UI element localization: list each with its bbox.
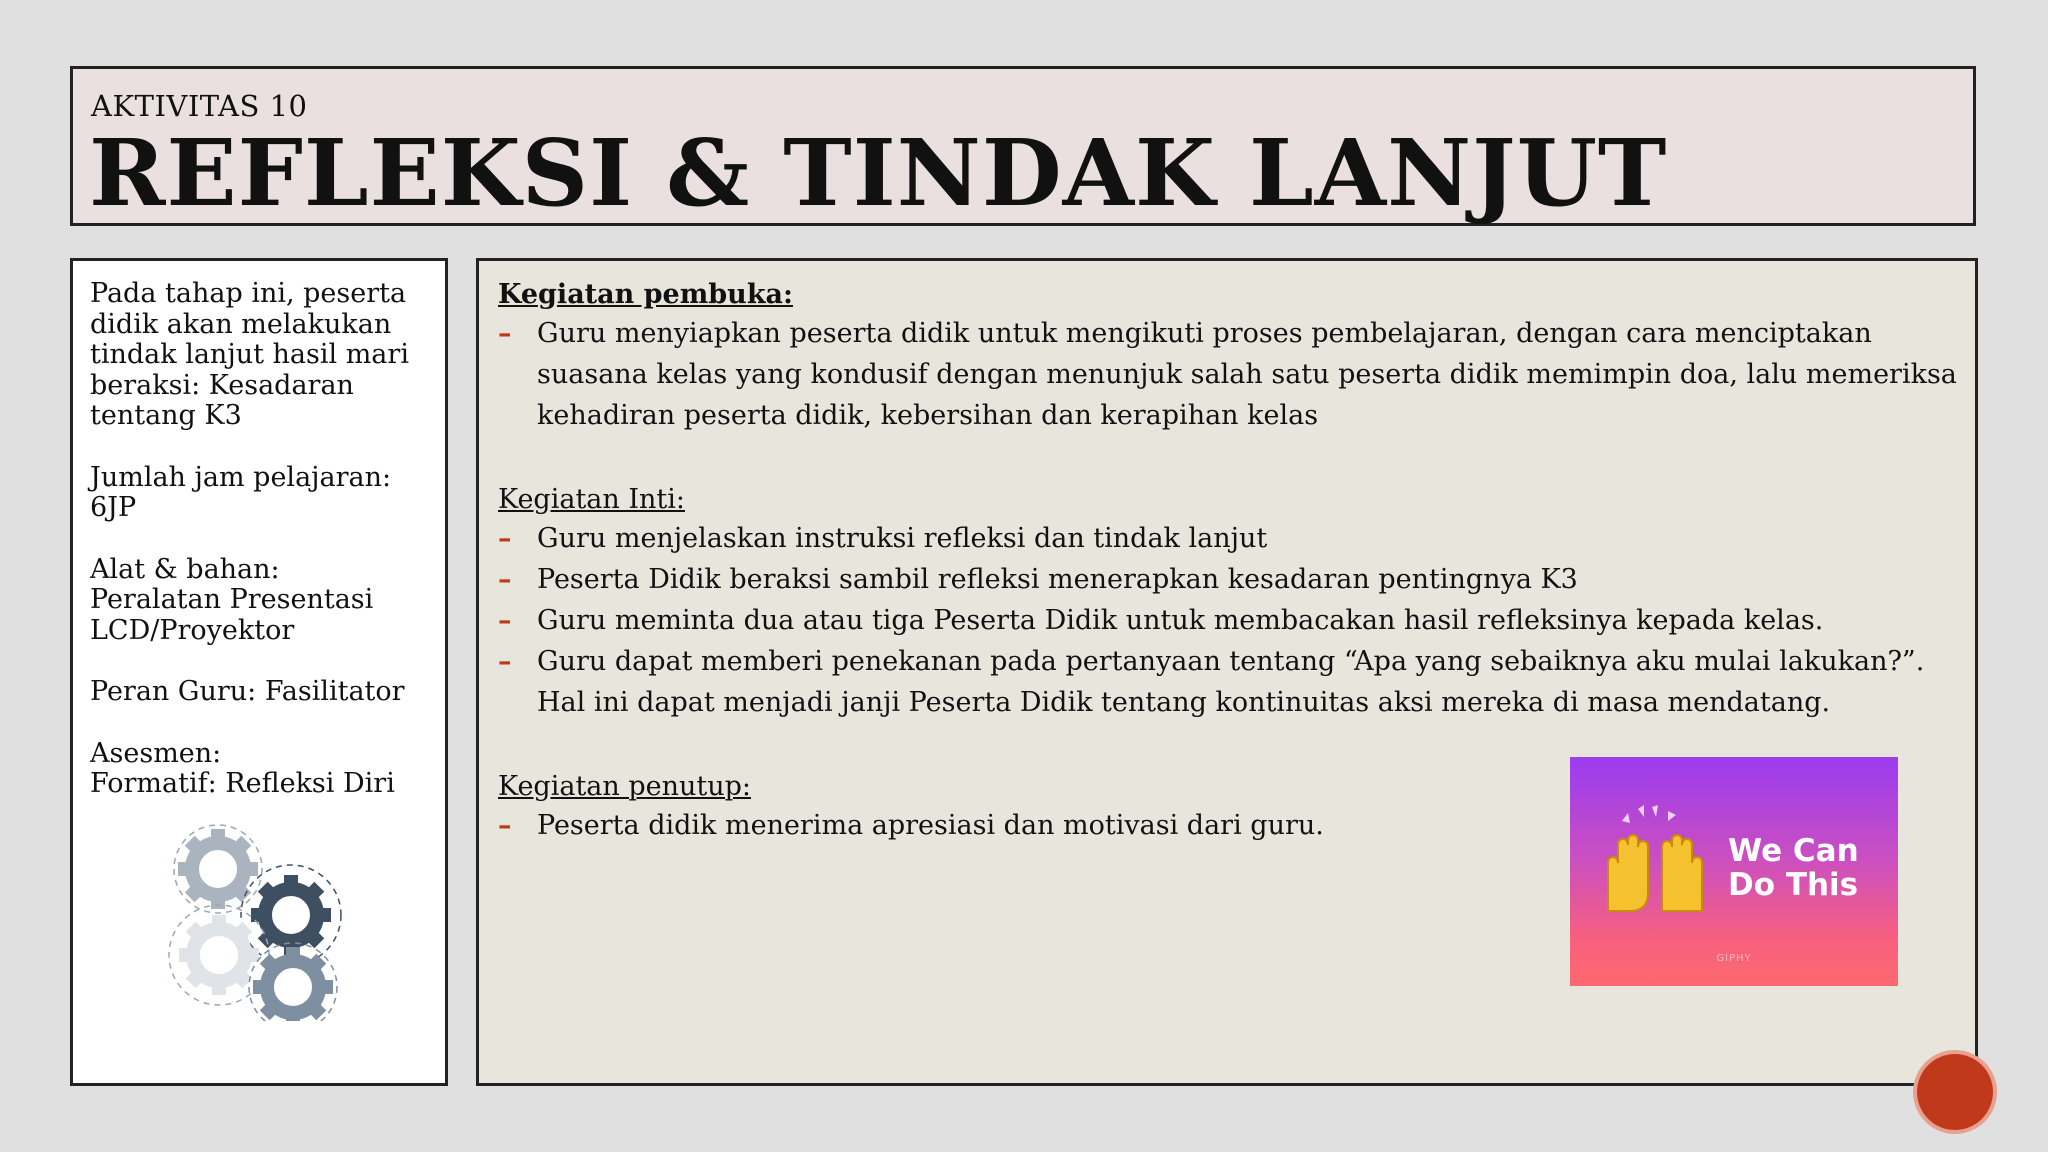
- gif-caption: [1728, 834, 1859, 902]
- role-text: Peran Guru: Fasilitator: [90, 676, 405, 707]
- assessment-value: Formatif: Refleksi Diri: [90, 768, 395, 799]
- giphy-watermark: GIPHY: [1716, 953, 1752, 964]
- core-section: [498, 482, 1968, 723]
- tools-value: Peralatan Presentasi LCD/Proyektor: [90, 584, 374, 646]
- hours-text: Jumlah jam pelajaran: 6JP: [90, 461, 392, 523]
- raised-hands-icon: [1600, 801, 1720, 921]
- page-title: REFLEKSI & TINDAK LANJUT: [89, 119, 1668, 227]
- gears-icon: [163, 821, 363, 1021]
- list-item-text: Guru menyiapkan peserta didik untuk mengikuti proses pembelajaran, dengan cara menciptakan suasana kelas yang kondusif dengan menunjuk salah satu peserta didik memimpin doa, lalu memeriksa kehadiran peserta didik, kebersihan dan kerapihan kelas: [537, 318, 1957, 431]
- list-item-text: Guru menjelaskan instruksi refleksi dan tindak lanjut: [537, 523, 1268, 554]
- tools-label: Alat & bahan:: [90, 553, 280, 585]
- bullet-dash: –: [498, 810, 512, 841]
- info-text: [90, 279, 440, 831]
- assessment-label: Asesmen:: [90, 737, 222, 769]
- list-item: [498, 559, 1968, 600]
- closing-section: [498, 769, 1498, 846]
- bullet-dash: –: [498, 318, 512, 349]
- list-item-text: Guru meminta dua atau tiga Peserta Didik untuk membacakan hasil refleksinya kepada kelas.: [537, 605, 1824, 636]
- opening-heading: Kegiatan pembuka:: [498, 279, 793, 310]
- list-item-text: Peserta Didik beraksi sambil refleksi menerapkan kesadaran pentingnya K3: [537, 564, 1578, 595]
- assessment-block: [90, 739, 440, 800]
- intro-text: Pada tahap ini, peserta didik akan melakukan tindak lanjut hasil mari beraksi: Kesadaran tentang K3: [90, 278, 409, 431]
- bullet-dash: –: [498, 564, 512, 595]
- bullet-dash: –: [498, 523, 512, 554]
- closing-list: [498, 805, 1498, 846]
- list-item-text: Guru dapat memberi penekanan pada pertanyaan tentang “Apa yang sebaiknya aku mulai lakukan?”. Hal ini dapat menjadi janji Peserta Didik tentang kontinuitas aksi mereka di masa mendatang.: [537, 646, 1925, 718]
- list-item: [498, 313, 1968, 436]
- gif-line-1: We Can: [1728, 833, 1859, 869]
- bullet-dash: –: [498, 646, 512, 677]
- slide-nav-button[interactable]: [1917, 1054, 1993, 1130]
- list-item: [498, 805, 1498, 846]
- list-item: [498, 600, 1968, 641]
- bullet-dash: –: [498, 605, 512, 636]
- we-can-do-this-gif[interactable]: [1570, 757, 1898, 986]
- info-panel: [70, 258, 448, 1086]
- title-box: [70, 66, 1976, 226]
- list-item: [498, 641, 1968, 723]
- list-item-text: Peserta didik menerima apresiasi dan motivasi dari guru.: [537, 810, 1324, 841]
- core-list: [498, 518, 1968, 723]
- closing-heading: Kegiatan penutup:: [498, 771, 752, 802]
- core-heading: Kegiatan Inti:: [498, 484, 685, 515]
- tools-block: [90, 555, 440, 647]
- gif-line-2: Do This: [1728, 867, 1859, 903]
- list-item: [498, 518, 1968, 559]
- opening-list: [498, 313, 1968, 436]
- activity-subtitle: AKTIVITAS 10: [91, 89, 308, 123]
- opening-section: [498, 277, 1968, 436]
